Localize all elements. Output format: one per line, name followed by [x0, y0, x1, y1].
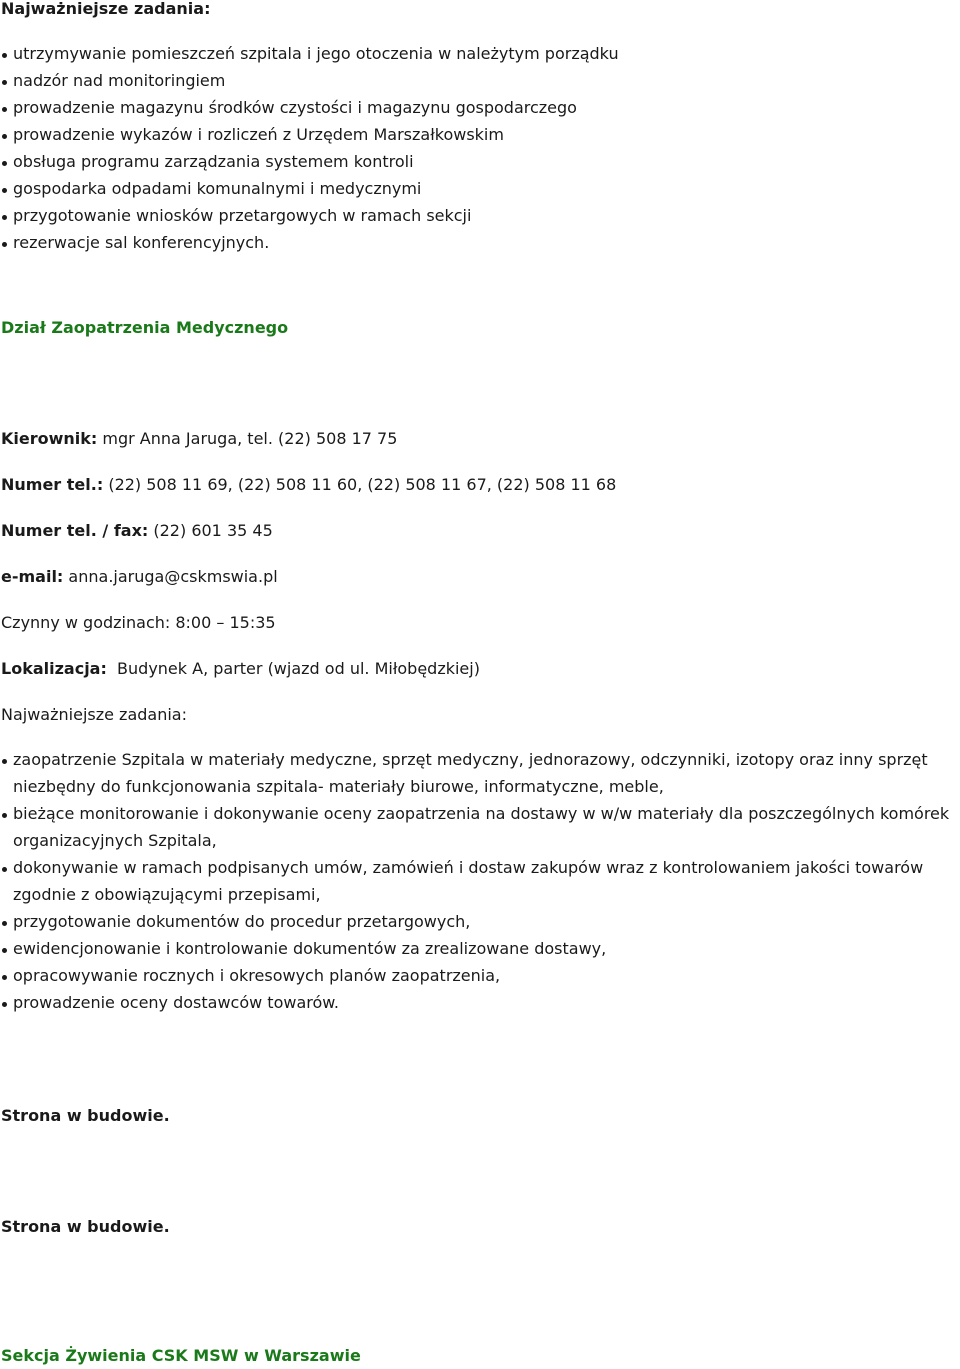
fax-value: (22) 601 35 45	[148, 521, 273, 540]
task-item: utrzymywanie pomieszczeń szpitala i jego otoczenia w należytym porządku	[0, 40, 960, 67]
task-item: gospodarka odpadami komunalnymi i medycznymi	[0, 175, 960, 202]
phone-colon: :	[96, 475, 104, 494]
under-construction-notice: Strona w budowie.	[1, 1106, 170, 1125]
location-line	[1, 655, 960, 682]
email-line	[1, 563, 960, 590]
task-item: nadzór nad monitoringiem	[0, 67, 960, 94]
task-item: opracowywanie rocznych i okresowych planów zaopatrzenia,	[0, 962, 960, 989]
task-item: zaopatrzenie Szpitala w materiały medyczne, sprzęt medyczny, jednorazowy, odczynniki, izotopy oraz inny sprzęt niezbędny do funkcjonowania szpitala- materiały biurowe, informatyczne, meble,	[0, 746, 960, 800]
task-item: prowadzenie wykazów i rozliczeń z Urzędem Marszałkowskim	[0, 121, 960, 148]
department-tasks-heading: Najważniejsze zadania:	[1, 705, 187, 724]
under-construction-notice-2: Strona w budowie.	[1, 1217, 170, 1236]
task-item: prowadzenie magazynu środków czystości i magazynu gospodarczego	[0, 94, 960, 121]
task-item: przygotowanie wniosków przetargowych w ramach sekcji	[0, 202, 960, 229]
manager-value: mgr Anna Jaruga, tel. (22) 508 17 75	[97, 429, 398, 448]
section-title-nutrition: Sekcja Żywienia CSK MSW w Warszawie	[1, 1346, 361, 1365]
manager-line	[1, 425, 960, 452]
phone-value: (22) 508 11 69, (22) 508 11 60, (22) 508 11 67, (22) 508 11 68	[103, 475, 617, 494]
department-title: Dział Zaopatrzenia Medycznego	[1, 318, 289, 337]
email-label: e-mail:	[1, 567, 64, 586]
fax-line	[1, 517, 960, 544]
phone-label: Numer tel.	[1, 475, 97, 494]
fax-label: Numer tel. / fax:	[1, 521, 149, 540]
section-heading-tasks: Najważniejsze zadania:	[1, 0, 211, 18]
email-link[interactable]: anna.jaruga@cskmswia.pl	[68, 567, 278, 586]
opening-hours: Czynny w godzinach: 8:00 – 15:35	[1, 613, 276, 632]
location-value: Budynek A, parter (wjazd od ul. Miłobędzkiej)	[117, 659, 480, 678]
department-task-list	[0, 746, 960, 1016]
task-item: prowadzenie oceny dostawców towarów.	[0, 989, 960, 1016]
task-item: obsługa programu zarządzania systemem kontroli	[0, 148, 960, 175]
task-item: bieżące monitorowanie i dokonywanie oceny zaopatrzenia na dostawy w w/w materiały dla poszczególnych komórek organizacyjnych Szpitala,	[0, 800, 960, 854]
location-label: Lokalizacja:	[1, 659, 107, 678]
task-item: ewidencjonowanie i kontrolowanie dokumentów za zrealizowane dostawy,	[0, 935, 960, 962]
task-item: rezerwacje sal konferencyjnych.	[0, 229, 960, 256]
task-list	[0, 40, 960, 256]
phone-line	[1, 471, 960, 498]
task-item: dokonywanie w ramach podpisanych umów, zamówień i dostaw zakupów wraz z kontrolowaniem jakości towarów zgodnie z obowiązującymi przepisami,	[0, 854, 960, 908]
manager-label: Kierownik:	[1, 429, 98, 448]
task-item: przygotowanie dokumentów do procedur przetargowych,	[0, 908, 960, 935]
